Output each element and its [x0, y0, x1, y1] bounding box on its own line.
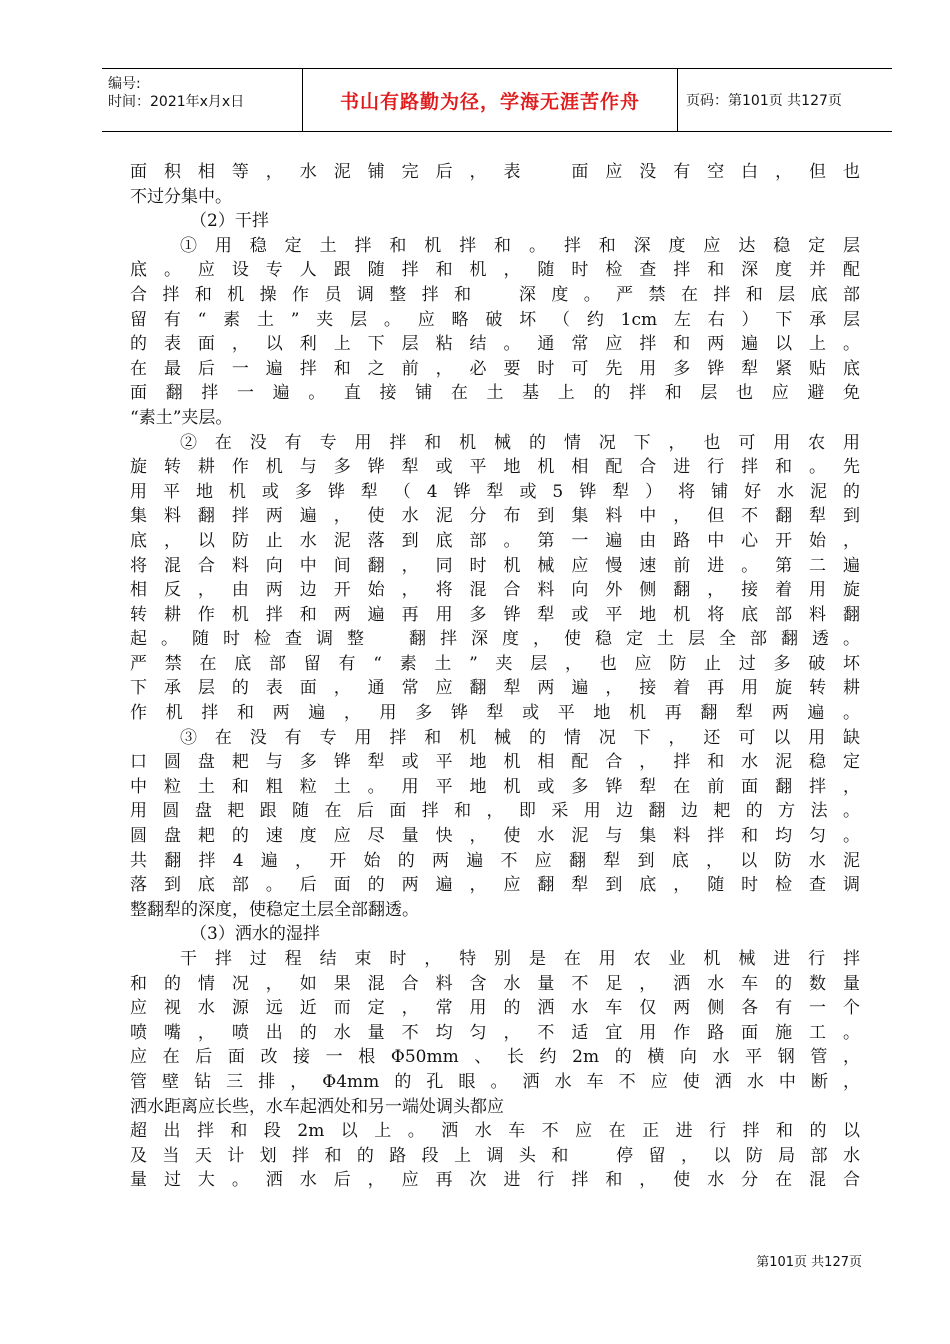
text-line: 落到底部。后面的两遍，应翻犁到底，随时检查调: [130, 875, 860, 896]
header-motto: 书山有路勤为径，学海无涯苦作舟: [339, 90, 640, 113]
text-line: 相反，由两边开始，将混合料向外侧翻，接着用旋: [130, 580, 860, 601]
text-line: 中粒土和粗粒土。用平地机或多铧犁在前面翻拌，: [130, 776, 860, 797]
text-line: 不过分集中。: [130, 186, 232, 207]
page-header: [102, 68, 892, 132]
text-line: ③在没有专用拌和机械的情况下，还可以用缺: [180, 727, 860, 748]
text-line: 面翻拌一遍。直接铺在土基上的拌和层也应避免: [130, 383, 860, 404]
text-line: 的表面，以利上下层粘结。通常应拌和两遍以上。: [130, 334, 860, 355]
text-line: 面积相等，水泥铺完后，表 面应没有空白，但也: [130, 162, 860, 182]
text-line: 洒水距离应长些，水车起洒处和另一端处调头都应: [130, 1096, 504, 1117]
text-line: 应在后面改接一根Φ50mm、长约2m的横向水平钢管，: [130, 1047, 860, 1068]
text-line: 旋转耕作机与多铧犁或平地机相配合进行拌和。先: [130, 457, 860, 478]
text-line: 合拌和机操作员调整拌和 深度。严禁在拌和层底部: [130, 284, 860, 305]
text-line: 将混合料向中间翻，同时机械应慢速前进。第二遍: [130, 555, 860, 576]
text-line: （2）干拌: [190, 211, 269, 232]
text-line: 在最后一遍拌和之前，必要时可先用多铧犁紧贴底: [130, 358, 860, 379]
text-line: 用圆盘耙跟随在后面拌和，即采用边翻边耙的方法。: [130, 801, 860, 822]
text-line: 底。应设专人跟随拌和机，随时检查拌和深度并配: [130, 260, 860, 281]
text-line: 集料翻拌两遍，使水泥分布到集料中，但不翻犁到: [130, 506, 860, 527]
text-line: 干拌过程结束时，特别是在用农业机械进行拌: [180, 949, 860, 969]
text-line: ②在没有专用拌和机械的情况下，也可用农用: [180, 432, 860, 453]
text-line: 和的情况，如果混合料含水量不足，洒水车的数量: [130, 973, 860, 994]
text-line: 起。随时检查调整 翻拌深度，使稳定土层全部翻透。: [130, 629, 860, 650]
header-meta: [102, 69, 302, 131]
text-line: 应视水源远近而定，常用的洒水车仅两侧各有一个: [130, 998, 860, 1019]
page-footer: 第101页 共127页: [756, 1255, 862, 1270]
serial-label: 编号:: [108, 76, 141, 92]
text-line: ①用稳定土拌和机拌和。拌和深度应达稳定层: [180, 235, 860, 256]
text-line: “素土”夹层。: [130, 407, 233, 428]
text-line: 管壁钻三排，Φ4mm的孔眼。洒水车不应使洒水中断，: [130, 1071, 860, 1092]
text-line: 口圆盘耙与多铧犁或平地机相配合，拌和水泥稳定: [130, 752, 860, 773]
text-line: 严禁在底部留有“素土”夹层，也应防止过多破坏: [130, 653, 860, 674]
text-line: 整翻犁的深度，使稳定土层全部翻透。: [130, 899, 419, 920]
text-line: （3）洒水的湿拌: [190, 924, 320, 945]
text-line: 及当天计划拌和的路段上调头和 停留，以防局部水: [130, 1145, 860, 1166]
text-line: 下承层的表面，通常应翻犁两遍，接着再用旋转耕: [130, 678, 860, 699]
text-line: 作机拌和两遍，用多铧犁或平地机再翻犁两遍。: [130, 703, 860, 724]
text-line: 转耕作机拌和两遍再用多铧犁或平地机将底部料翻: [130, 604, 860, 625]
text-line: 圆盘耙的速度应尽量快，使水泥与集料拌和均匀。: [130, 826, 860, 847]
text-line: 用平地机或多铧犁（4铧犁或5铧犁）将铺好水泥的: [130, 481, 860, 502]
text-line: 留有“素土”夹层。应略破坏（约1cm左右）下承层: [130, 309, 860, 330]
text-line: 量过大。洒水后，应再次进行拌和，使水分在混合: [130, 1170, 860, 1191]
text-line: 底，以防止水泥落到底部。第一遍由路中心开始，: [130, 530, 860, 551]
text-line: 共翻拌4遍，开始的两遍不应翻犁到底，以防水泥: [130, 850, 860, 871]
text-line: 超出拌和段2m以上。洒水车不应在正进行拌和的以: [130, 1121, 860, 1142]
document-body: [130, 160, 860, 1193]
text-line: 喷嘴，喷出的水量不均匀，不适宜用作路面施工。: [130, 1022, 860, 1043]
header-page-code: 页码：第101页 共127页: [686, 93, 842, 109]
time-label: 时间：2021年x月x日: [108, 94, 245, 110]
